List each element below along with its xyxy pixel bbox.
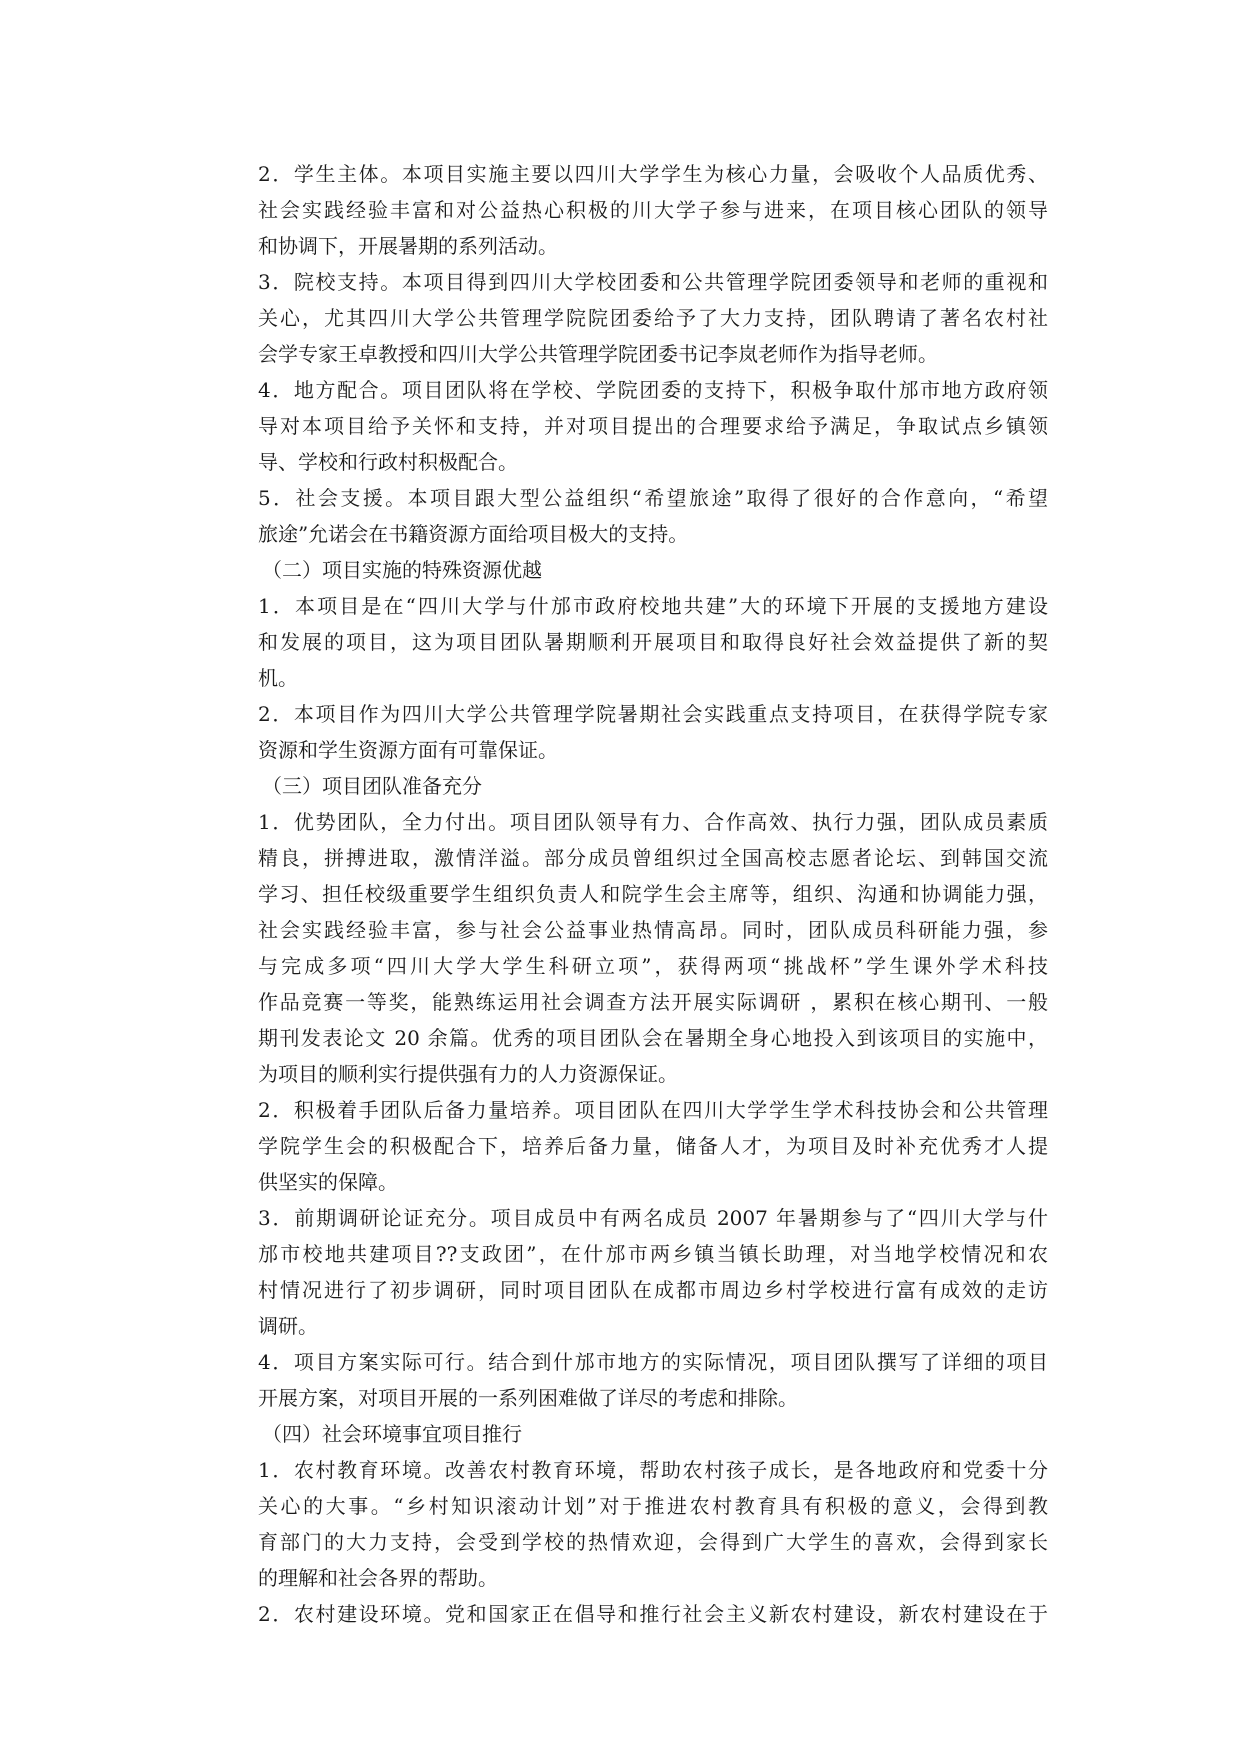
text-line: 2．学生主体。本项目实施主要以四川大学学生为核心力量，会吸收个人品质优秀、 <box>258 162 1048 186</box>
text-line: 学院学生会的积极配合下，培养后备力量，储备人才，为项目及时补充优秀才人提 <box>258 1134 1048 1158</box>
text-line: 2．积极着手团队后备力量培养。项目团队在四川大学学生学术科技协会和公共管理 <box>258 1098 1048 1122</box>
text-line: 机。 <box>258 666 298 690</box>
text-line: 4．项目方案实际可行。结合到什邡市地方的实际情况，项目团队撰写了详细的项目 <box>258 1350 1048 1374</box>
text-line: 导对本项目给予关怀和支持，并对项目提出的合理要求给予满足，争取试点乡镇领 <box>258 414 1048 438</box>
text-line: 4．地方配合。项目团队将在学校、学院团委的支持下，积极争取什邡市地方政府领 <box>258 378 1048 402</box>
text-line: 旅途”允诺会在书籍资源方面给项目极大的支持。 <box>258 522 689 546</box>
text-line: 期刊发表论文 20 余篇。优秀的项目团队会在暑期全身心地投入到该项目的实施中， <box>258 1026 1048 1050</box>
text-line: 的理解和社会各界的帮助。 <box>258 1566 498 1590</box>
text-line: 2．本项目作为四川大学公共管理学院暑期社会实践重点支持项目，在获得学院专家 <box>258 702 1048 726</box>
text-line: 3．院校支持。本项目得到四川大学校团委和公共管理学院团委领导和老师的重视和 <box>258 270 1048 294</box>
text-line: 调研。 <box>258 1314 318 1338</box>
text-line: 1．优势团队，全力付出。项目团队领导有力、合作高效、执行力强，团队成员素质 <box>258 810 1048 834</box>
text-line: 和发展的项目，这为项目团队暑期顺利开展项目和取得良好社会效益提供了新的契 <box>258 630 1048 654</box>
text-line: 村情况进行了初步调研，同时项目团队在成都市周边乡村学校进行富有成效的走访 <box>258 1278 1048 1302</box>
text-line: 供坚实的保障。 <box>258 1170 398 1194</box>
text-line: 1．本项目是在“四川大学与什邡市政府校地共建”大的环境下开展的支援地方建设 <box>258 594 1048 618</box>
text-line: 3．前期调研论证充分。项目成员中有两名成员 2007 年暑期参与了“四川大学与什 <box>258 1206 1048 1230</box>
text-line: 关心的大事。“乡村知识滚动计划”对于推进农村教育具有积极的意义，会得到教 <box>258 1494 1048 1518</box>
text-line: 社会实践经验丰富和对公益热心积极的川大学子参与进来，在项目核心团队的领导 <box>258 198 1048 222</box>
text-line: 邡市校地共建项目??支政团”，在什邡市两乡镇当镇长助理，对当地学校情况和农 <box>258 1242 1048 1266</box>
text-line: 2．农村建设环境。党和国家正在倡导和推行社会主义新农村建设，新农村建设在于 <box>258 1602 1048 1626</box>
text-line: 开展方案，对项目开展的一系列困难做了详尽的考虑和排除。 <box>258 1386 798 1410</box>
text-line: 作品竞赛一等奖，能熟练运用社会调查方法开展实际调研 ，累积在核心期刊、一般 <box>258 990 1048 1014</box>
section-heading: （二）项目实施的特殊资源优越 <box>262 558 542 582</box>
section-heading: （四）社会环境事宜项目推行 <box>262 1422 522 1446</box>
text-line: 育部门的大力支持，会受到学校的热情欢迎，会得到广大学生的喜欢，会得到家长 <box>258 1530 1048 1554</box>
text-line: 导、学校和行政村积极配合。 <box>258 450 518 474</box>
text-line: 1．农村教育环境。改善农村教育环境，帮助农村孩子成长，是各地政府和党委十分 <box>258 1458 1048 1482</box>
text-line: 资源和学生资源方面有可靠保证。 <box>258 738 558 762</box>
text-line: 学习、担任校级重要学生组织负责人和院学生会主席等，组织、沟通和协调能力强， <box>258 882 1048 906</box>
text-line: 5．社会支援。本项目跟大型公益组织“希望旅途”取得了很好的合作意向，“希望 <box>258 486 1048 510</box>
text-line: 精良，拼搏进取，激情洋溢。部分成员曾组织过全国高校志愿者论坛、到韩国交流 <box>258 846 1048 870</box>
text-line: 与完成多项“四川大学大学生科研立项”，获得两项“挑战杯”学生课外学术科技 <box>258 954 1048 978</box>
document-page <box>258 156 1048 1632</box>
section-heading: （三）项目团队准备充分 <box>262 774 482 798</box>
text-line: 关心，尤其四川大学公共管理学院院团委给予了大力支持，团队聘请了著名农村社 <box>258 306 1048 330</box>
text-line: 会学专家王卓教授和四川大学公共管理学院团委书记李岚老师作为指导老师。 <box>258 342 938 366</box>
text-line: 为项目的顺利实行提供强有力的人力资源保证。 <box>258 1062 678 1086</box>
text-line: 和协调下，开展暑期的系列活动。 <box>258 234 558 258</box>
text-line: 社会实践经验丰富，参与社会公益事业热情高昂。同时，团队成员科研能力强，参 <box>258 918 1048 942</box>
